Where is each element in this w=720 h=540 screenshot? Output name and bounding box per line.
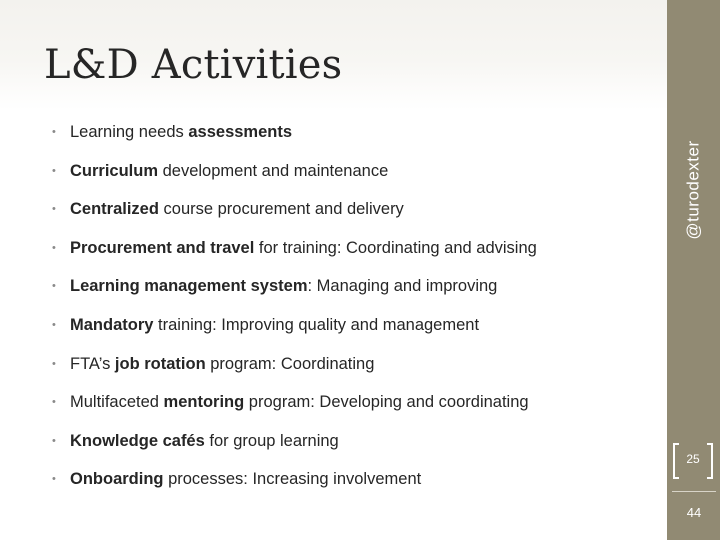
bullet-item xyxy=(52,159,537,198)
bullet-segment: program: Coordinating xyxy=(205,354,375,373)
bullet-dot-icon: • xyxy=(52,164,56,177)
bullet-segment: program: Developing and coordinating xyxy=(244,393,529,412)
bullet-item xyxy=(52,274,537,313)
bullet-item xyxy=(52,429,537,468)
bullet-dot-icon: • xyxy=(52,473,56,486)
bullet-emphasis: Onboarding xyxy=(70,470,164,489)
bullet-dot-icon: • xyxy=(52,126,56,138)
bullet-emphasis: Centralized xyxy=(70,200,159,219)
bullet-item xyxy=(52,467,537,506)
bullet-list xyxy=(52,120,537,506)
bullet-emphasis: job rotation xyxy=(114,354,206,373)
bullet-item xyxy=(52,352,537,391)
sidebar-divider xyxy=(672,491,716,492)
bullet-segment: for training: Coordinating and advising xyxy=(254,238,537,257)
bullet-segment: development and maintenance xyxy=(158,161,389,180)
bullet-item xyxy=(52,120,537,159)
page-number-box xyxy=(670,440,716,482)
bullet-dot-icon: • xyxy=(52,203,56,216)
bullet-segment: : Managing and improving xyxy=(307,277,498,296)
bullet-text xyxy=(70,467,421,491)
bullet-dot-icon: • xyxy=(52,396,56,409)
bullet-segment: Learning needs xyxy=(70,123,189,141)
bullet-emphasis: assessments xyxy=(188,123,293,141)
twitter-handle-text: @turodexter xyxy=(683,140,703,240)
bullet-segment: for group learning xyxy=(204,431,339,450)
bullet-text xyxy=(70,159,388,183)
slide-number: 44 xyxy=(686,505,702,520)
bullet-dot-icon: • xyxy=(52,434,56,447)
bullet-segment: Multifaceted xyxy=(70,393,164,412)
bullet-dot-icon: • xyxy=(52,280,56,293)
bullet-emphasis: Procurement and travel xyxy=(70,238,255,257)
bullet-emphasis: Curriculum xyxy=(70,161,159,180)
bullet-segment: FTA’s xyxy=(70,354,115,373)
bullet-dot-icon: • xyxy=(52,241,56,254)
bullet-item xyxy=(52,197,537,236)
bullet-text xyxy=(70,390,529,414)
bullet-emphasis: Learning management system xyxy=(70,277,308,296)
bullet-item xyxy=(52,236,537,275)
bullet-emphasis: Knowledge cafés xyxy=(70,431,205,450)
bullet-emphasis: mentoring xyxy=(163,393,245,412)
bullet-text xyxy=(70,197,404,221)
bullet-text xyxy=(70,313,479,337)
bullet-item xyxy=(52,313,537,352)
bullet-dot-icon: • xyxy=(52,318,56,331)
bullet-text xyxy=(70,120,292,144)
bullet-segment: processes: Increasing involvement xyxy=(163,470,422,489)
bullet-text xyxy=(70,274,497,298)
page-number: 25 xyxy=(686,452,700,466)
bullet-emphasis: Mandatory xyxy=(70,315,154,334)
bullet-text xyxy=(70,352,374,376)
bullet-item xyxy=(52,390,537,429)
bullet-text xyxy=(70,429,339,453)
sidebar-handle xyxy=(667,0,720,380)
bullet-text xyxy=(70,236,537,260)
bullet-segment: training: Improving quality and management xyxy=(153,315,480,334)
slide-title: L&D Activities xyxy=(44,42,343,88)
bullet-dot-icon: • xyxy=(52,357,56,370)
bullet-segment: course procurement and delivery xyxy=(158,200,404,219)
